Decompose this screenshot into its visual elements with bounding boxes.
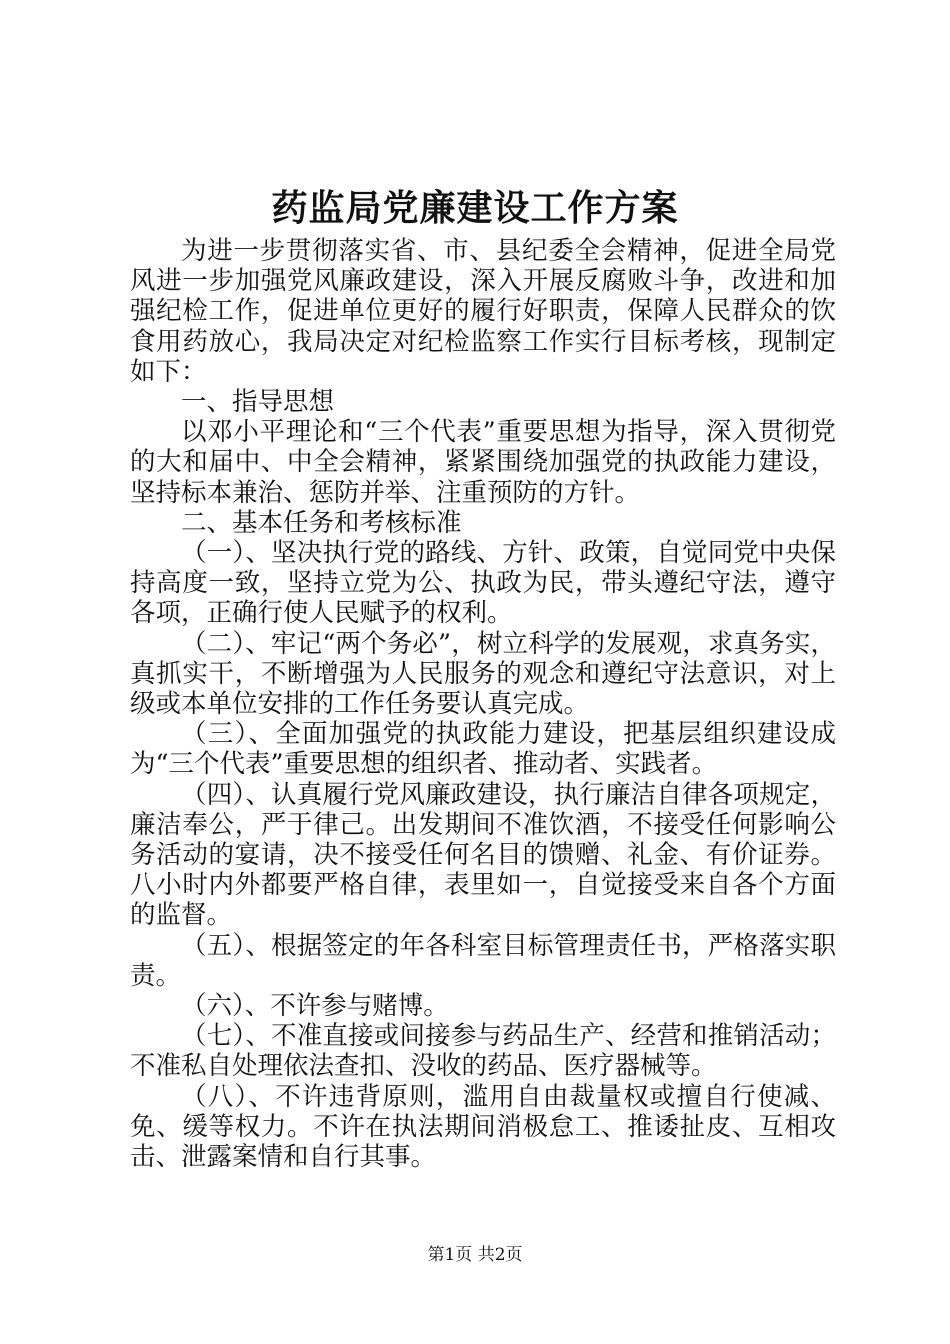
task-item-1: （一）、坚决执行党的路线、方针、政策，自觉同党中央保持高度一致，坚持立党为公、执政为民，带头遵纪守法，遵守各项，正确行使人民赋予的权利。 <box>130 538 836 629</box>
task-item-8: （八）、不许违背原则，滥用自由裁量权或擅自行使减、免、缓等权力。不许在执法期间消极怠工、推诿扯皮、互相攻击、泄露案情和自行其事。 <box>130 1081 836 1173</box>
intro-paragraph: 为进一步贯彻落实省、市、县纪委全会精神，促进全局党风进一步加强党风廉政建设，深入开展反腐败斗争，改进和加强纪检工作，促进单位更好的履行好职责，保障人民群众的饮食用药放心，我局决定对纪检监察工作实行目标考核，现制定如下： <box>130 236 836 387</box>
task-item-6: （六）、不许参与赌博。 <box>181 991 449 1022</box>
section-heading-basic-tasks: 二、基本任务和考核标准 <box>181 507 462 538</box>
task-item-3: （三）、全面加强党的执政能力建设，把基层组织建设成为“三个代表”重要思想的组织者、推动者、实践者。 <box>130 719 836 780</box>
section-heading-guiding-ideology: 一、指导思想 <box>181 387 335 418</box>
task-item-5: （五）、根据签定的年各科室目标管理责任书，严格落实职责。 <box>130 930 836 991</box>
task-item-7: （七）、不准直接或间接参与药品生产、经营和推销活动；不准私自处理依法查扣、没收的药品、医疗器械等。 <box>130 1021 836 1082</box>
guiding-ideology-paragraph: 以邓小平理论和“三个代表”重要思想为指导，深入贯彻党的大和届中、中全会精神，紧紧围绕加强党的执政能力建设，坚持标本兼治、惩防并举、注重预防的方针。 <box>130 417 836 508</box>
document-body <box>130 236 836 1172</box>
task-item-4: （四）、认真履行党风廉政建设，执行廉洁自律各项规定，廉洁奉公，严于律己。出发期间不准饮酒，不接受任何影响公务活动的宴请，决不接受任何名目的馈赠、礼金、有价证券。八小时内外都要严格自律，表里如一，自觉接受来自各个方面的监督。 <box>130 779 836 931</box>
page-number-footer: 第1页 共2页 <box>427 1245 523 1265</box>
document-title: 药监局党廉建设工作方案 <box>271 187 679 229</box>
task-item-2: （二）、牢记“两个务必”，树立科学的发展观，求真务实，真抓实干，不断增强为人民服务的观念和遵纪守法意识，对上级或本单位安排的工作任务要认真完成。 <box>130 628 836 720</box>
